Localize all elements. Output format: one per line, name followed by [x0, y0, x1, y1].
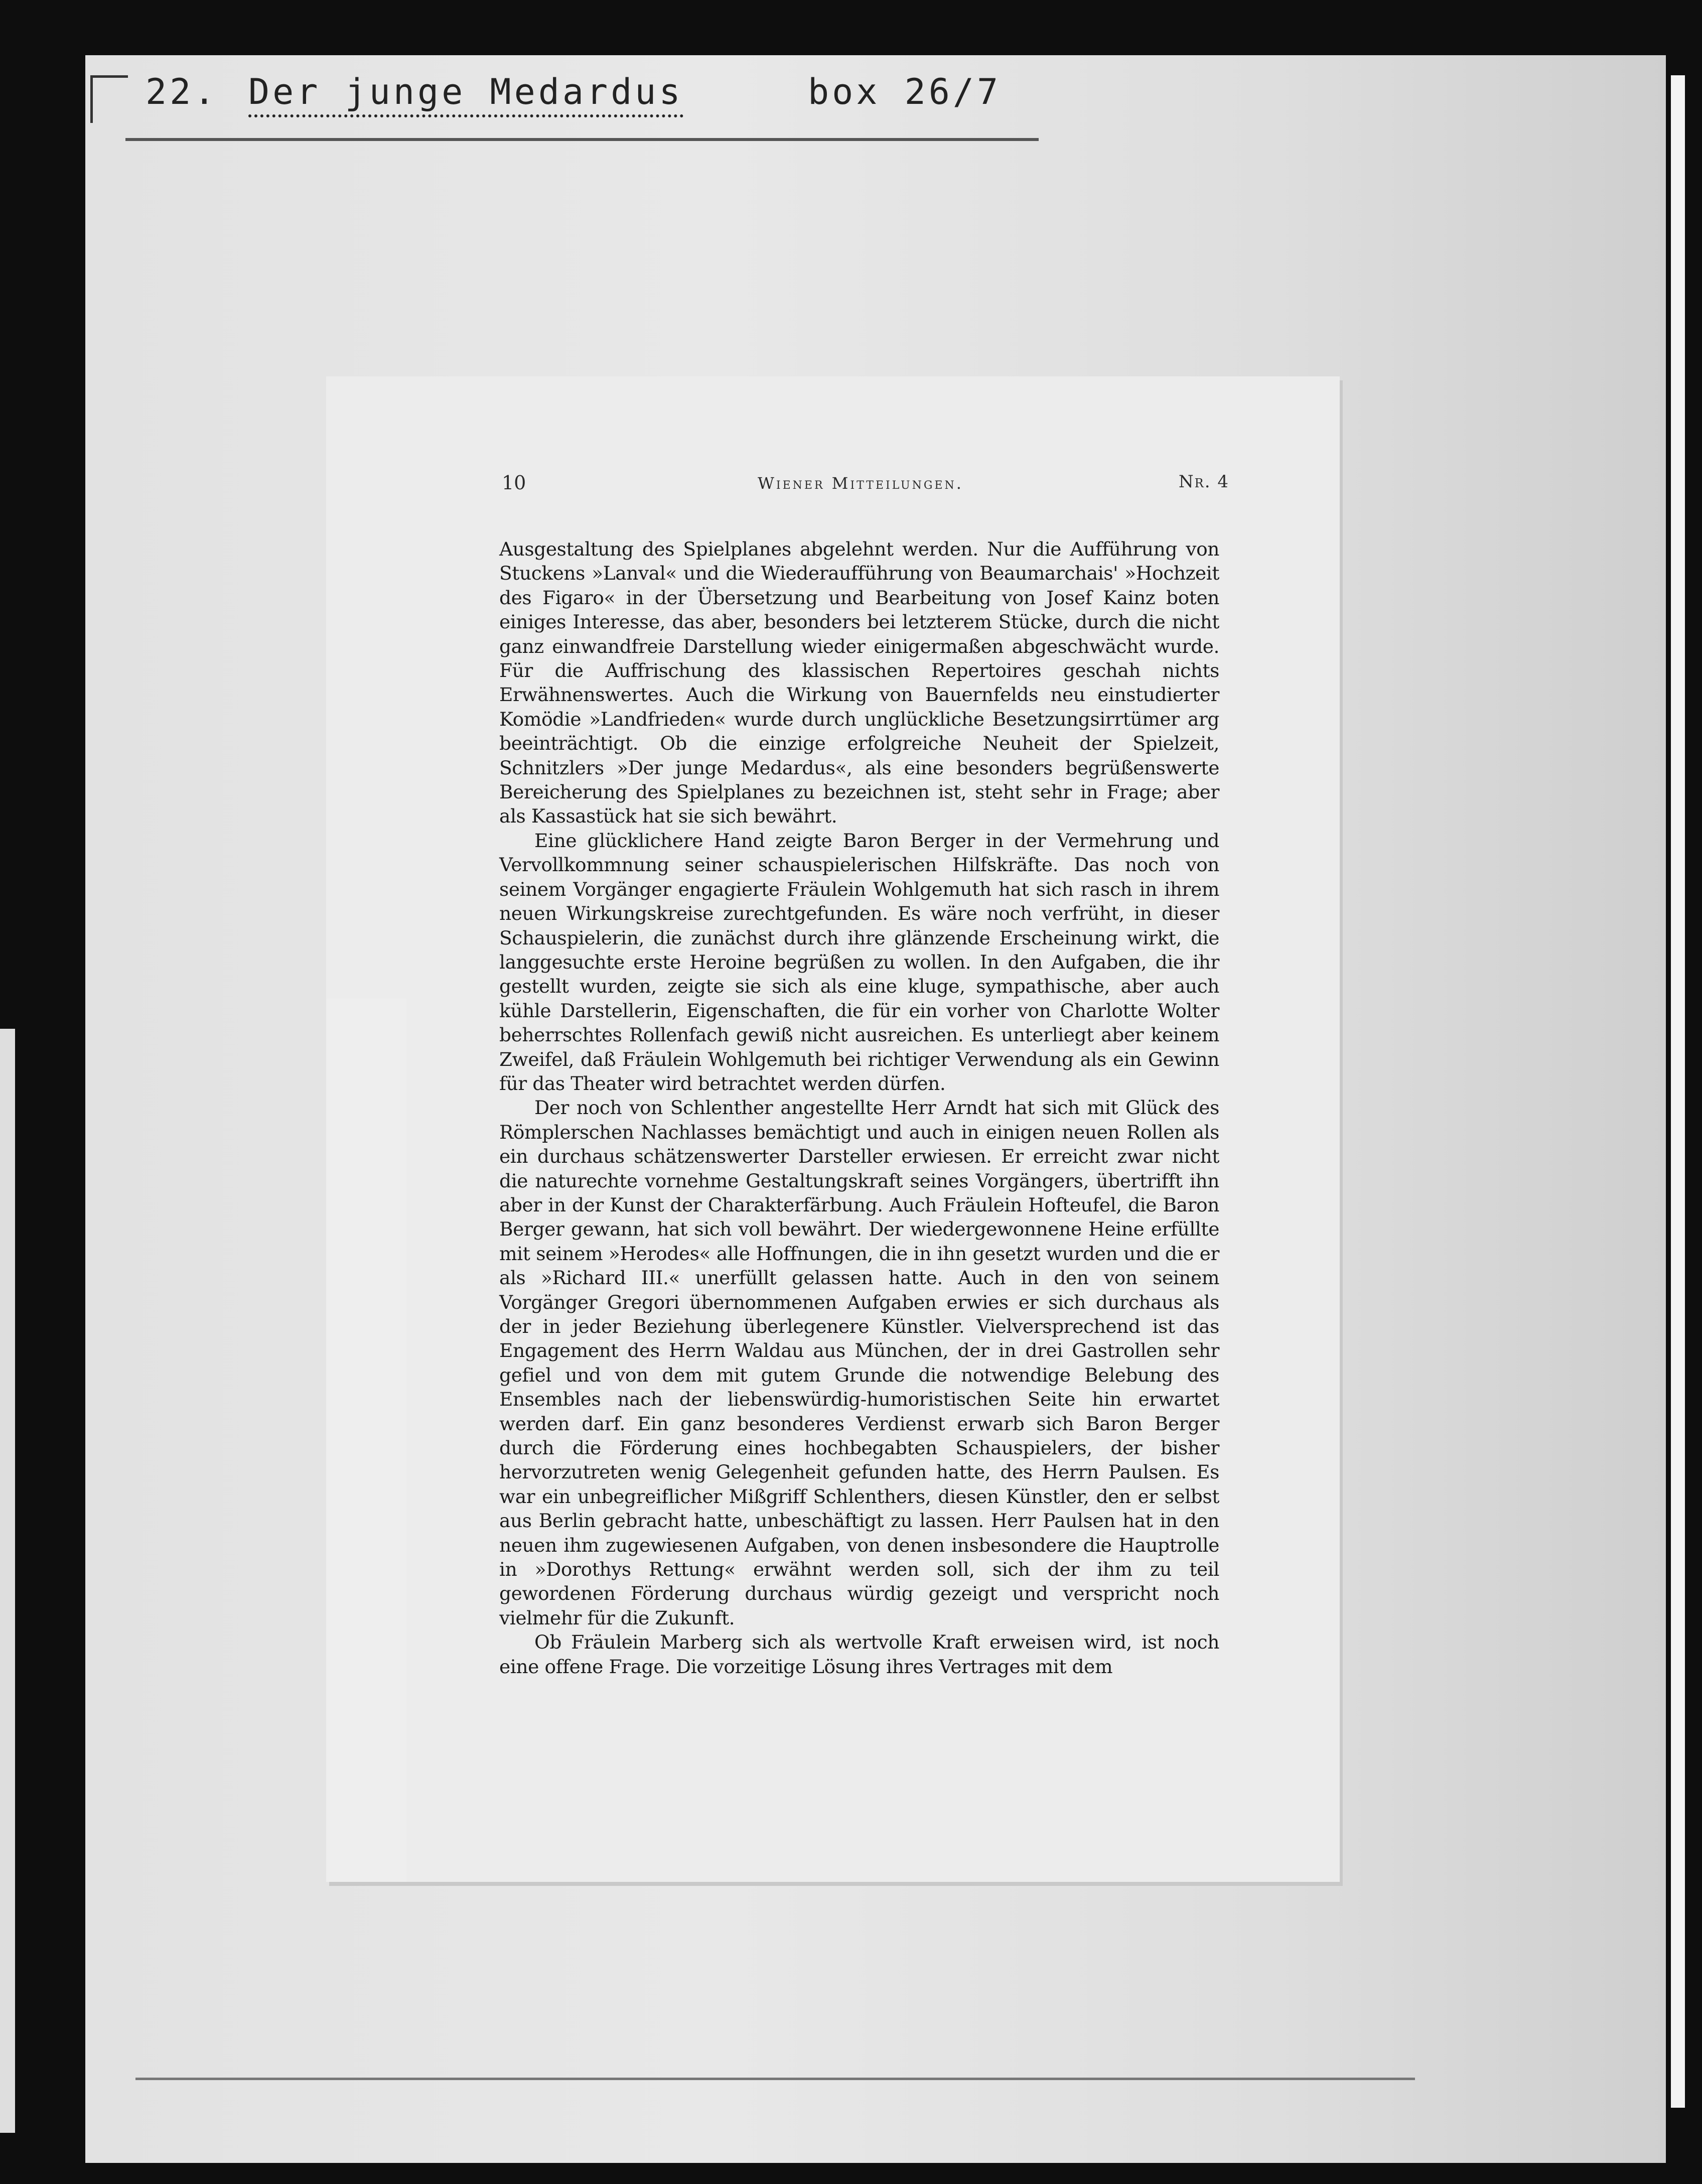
article-paragraph: Der noch von Schlenther angestellte Herr Arndt hat sich mit Glück des Römplerschen Nachlasses bemächtigt und auch in einigen neuen Rollen als ein durchaus schätzenswerter Darsteller erwiesen. Er erreicht zwar nicht die naturechte vornehme Gestaltungskraft seines Vorgängers, übertrifft ihn aber in der Kunst der Charakterfärbung. Auch Fräulein Hofteufel, die Baron Berger gewann, hat sich voll bewährt. Der wiedergewonnene Heine erfüllte mit seinem »Herodes« alle Hoffnungen, die in ihn gesetzt wurden und die er als »Richard III.« unerfüllt gelassen hatte. Auch in den von seinem Vorgänger Gregori übernommenen Aufgaben erwies er sich durchaus als der in jeder Beziehung überlegenere Künstler. Vielversprechend ist das Engagement des Herrn Waldau aus München, der in drei Gastrollen sehr gefiel und von dem mit gutem Grunde die notwendige Belebung des Ensembles nach der liebenswürdig-humoristischen Seite hin erwartet werden darf. Ein ganz besonderes Verdienst erwarb sich Baron Berger durch die Förderung eines hochbegabten Schauspielers, der bisher hervorzutreten wenig Gelegenheit gefunden hatte, des Herrn Paulsen. Es war ein unbegreiflicher Mißgriff Schlenthers, diesen Künstler, den er selbst aus Berlin gebracht hatte, unbeschäftigt zu lassen. Herr Paulsen hat in den neuen ihm zugewiesenen Aufgaben, von denen insbesondere die Hauptrolle in »Dorothys Rettung« erwähnt werden soll, sich der ihm zu teil gewordenen Förderung durchaus würdig gezeigt und verspricht noch vielmehr für die Zukunft.: [499, 1097, 1219, 1629]
header-number: 22.: [146, 71, 218, 112]
bottom-rule: [135, 2078, 1415, 2080]
archive-header: [0, 65, 1104, 125]
header-title: Der junge Medardus: [248, 71, 683, 117]
mount-sheet-edge: [1671, 75, 1685, 2108]
article-body: [499, 537, 1219, 1679]
background-strip: [0, 1029, 15, 2133]
issue-number: Nr. 4: [1178, 472, 1229, 492]
clipping-fold-tab: [326, 999, 406, 1882]
article-paragraph: Ob Fräulein Marberg sich als wertvolle Kraft erweisen wird, ist noch eine offene Frage. Die vorzeitige Lösung ihres Vertrages mit dem: [499, 1631, 1219, 1678]
header-box-label: box 26/7: [808, 71, 1002, 112]
running-head: [502, 472, 1229, 502]
header-rule: [125, 138, 1039, 141]
article-paragraph: Ausgestaltung des Spielplanes abgelehnt werden. Nur die Aufführung von Stuckens »Lanval« und die Wiederaufführung von Beaumarchais' »Hochzeit des Figaro« in der Übersetzung und Bearbeitung von Josef Kainz boten einiges Interesse, das aber, besonders bei letzterem Stücke, durch die nicht ganz einwandfreie Darstellung wieder einigermaßen abgeschwächt wurde. Für die Auffrischung des klassischen Repertoires geschah nichts Erwähnenswertes. Auch die Wirkung von Bauernfelds neu einstudierter Komödie »Landfrieden« wurde durch unglückliche Besetzungsirrtümer arg beeinträchtigt. Ob die einzige erfolgreiche Neuheit der Spielzeit, Schnitzlers »Der junge Medardus«, als eine besonders begrüßenswerte Bereicherung des Spielplanes zu bezeichnen ist, steht sehr in Frage; aber als Kassastück hat sie sich bewährt.: [499, 538, 1219, 828]
page-number: 10: [502, 472, 526, 494]
article-paragraph: Eine glücklichere Hand zeigte Baron Berger in der Vermehrung und Vervollkommnung seiner schauspielerischen Hilfskräfte. Das noch von seinem Vorgänger engagierte Fräulein Wohlgemuth hat sich rasch in ihrem neuen Wirkungskreise zurechtgefunden. Es wäre noch verfrüht, in dieser Schauspielerin, die zunächst durch ihre glänzende Erscheinung wirkt, die langgesuchte erste Heroine begrüßen zu wollen. In den Aufgaben, die ihr gestellt wurden, zeigte sie sich als eine kluge, sympathische, aber auch kühle Darstellerin, Eigenschaften, die für ein vorher von Charlotte Wolter beherrschtes Rollenfach gewiß nicht ausreichen. Es unterliegt aber keinem Zweifel, daß Fräulein Wohlgemuth bei richtiger Verwendung als ein Gewinn für das Theater wird betrachtet werden dürfen.: [499, 829, 1219, 1095]
publication-title: Wiener Mitteilungen.: [758, 474, 963, 493]
